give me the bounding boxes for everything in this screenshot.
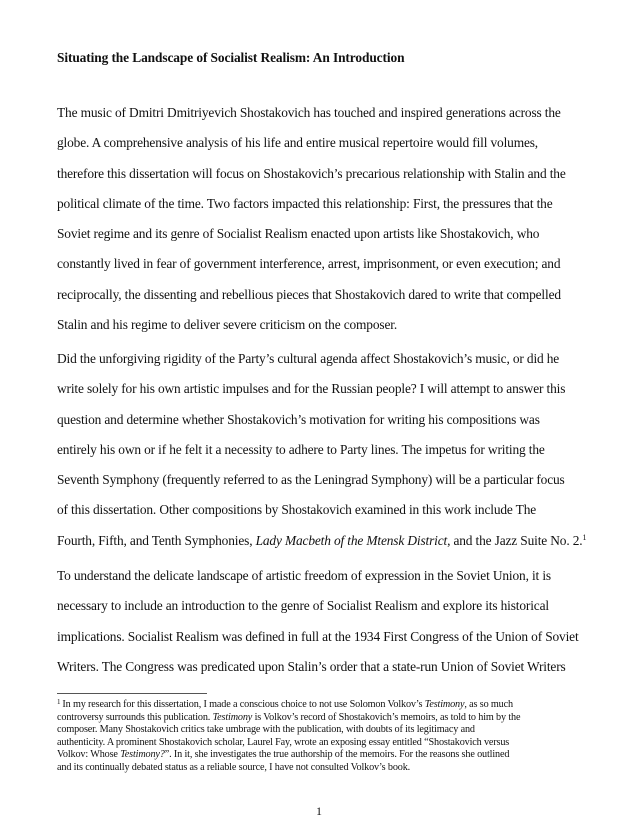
paragraph-line: therefore this dissertation will focus on Shostakovich’s precarious relationship with Stalin and the — [57, 165, 566, 181]
italic-run: Testimony? — [120, 749, 165, 761]
paragraph-3 — [57, 561, 585, 682]
paragraph-line: Soviet regime and its genre of Socialist Realism enacted upon artists like Shostakovich, who — [57, 226, 540, 242]
text-run: , as so much — [464, 699, 513, 710]
paragraph-line: Did the unforgiving rigidity of the Party’s cultural agenda affect Shostakovich’s music, or did he — [57, 351, 560, 366]
footnote-line — [57, 699, 587, 712]
paragraph-line: write solely for his own artistic impulses and for the Russian people? I will attempt to answer this — [57, 381, 566, 397]
footnote-line: authenticity. A prominent Shostakovich scholar, Laurel Fay, wrote an exposing essay entitled “Shostakovich versus — [57, 736, 510, 748]
paragraph-line: reciprocally, the dissenting and rebellious pieces that Shostakovich dared to write that compelled — [57, 286, 561, 302]
footnote-reference[interactable]: 1 — [582, 532, 587, 542]
paragraph-line: implications. Socialist Realism was defined in full at the 1934 First Congress of the Union of Soviet — [57, 628, 579, 644]
paragraph-line: The music of Dmitri Dmitriyevich Shostakovich has touched and inspired generations across the — [57, 105, 561, 120]
page-number: 1 — [316, 804, 322, 818]
paragraph-line: Stalin and his regime to deliver severe criticism on the composer. — [57, 317, 398, 333]
footnote-line — [57, 712, 587, 725]
paragraph-line: Writers. The Congress was predicated upon Stalin’s order that a state-run Union of Soviet Writers — [57, 658, 566, 674]
paragraph-line: globe. A comprehensive analysis of his life and entire musical repertoire would fill volumes, — [57, 135, 539, 151]
text-run: controversy surrounds this publication. — [57, 711, 213, 723]
footnote-line — [57, 749, 587, 762]
paragraph-line: political climate of the time. Two factors impacted this relationship: First, the pressures that the — [57, 195, 553, 211]
text-run: ”. In it, she investigates the true authorship of the memoirs. For the reasons she outlined — [164, 749, 510, 761]
paragraph-line: constantly lived in fear of government interference, arrest, imprisonment, or even execution; and — [57, 256, 561, 272]
footnote-separator — [57, 693, 207, 694]
footnote — [57, 699, 587, 775]
section-title: Situating the Landscape of Socialist Realism: An Introduction — [57, 50, 405, 65]
paragraph-1 — [57, 98, 585, 340]
paragraph-line: necessary to include an introduction to the genre of Socialist Realism and explore its historical — [57, 598, 549, 614]
footnote-line: composer. Many Shostakovich critics take umbrage with the publication, with doubts of its legitimacy and — [57, 724, 475, 736]
paragraph-line — [57, 526, 585, 556]
italic-run: Testimony — [212, 711, 253, 723]
text-run: In my research for this dissertation, I made a conscious choice to not use Solomon Volkov’s — [62, 699, 425, 710]
paragraph-line: To understand the delicate landscape of artistic freedom of expression in the Soviet Union, it is — [57, 568, 551, 583]
paragraph-line: Seventh Symphony (frequently referred to as the Leningrad Symphony) will be a particular focus — [57, 472, 565, 488]
paragraph-line: of this dissertation. Other compositions by Shostakovich examined in this work include The — [57, 502, 537, 518]
paragraph-line: entirely his own or if he felt it a necessity to adhere to Party lines. The impetus for writing the — [57, 441, 545, 457]
footnote-line: and its continually debated status as a reliable source, I have not consulted Volkov’s book. — [57, 761, 411, 773]
text-run: Fourth, Fifth, and Tenth Symphonies, — [57, 532, 256, 548]
footnote-marker: 1 — [57, 698, 61, 706]
paragraph-line: question and determine whether Shostakovich’s motivation for writing his compositions was — [57, 411, 540, 427]
text-run: is Volkov’s record of Shostakovich’s memoirs, as told to him by the — [252, 711, 521, 723]
italic-run: Testimony — [424, 699, 465, 710]
work-title-italic: Lady Macbeth of the Mtensk District — [255, 532, 448, 548]
paragraph-2 — [57, 344, 585, 556]
text-run: , and the Jazz Suite No. 2. — [447, 532, 583, 548]
text-run: Volkov: Whose — [57, 749, 121, 761]
